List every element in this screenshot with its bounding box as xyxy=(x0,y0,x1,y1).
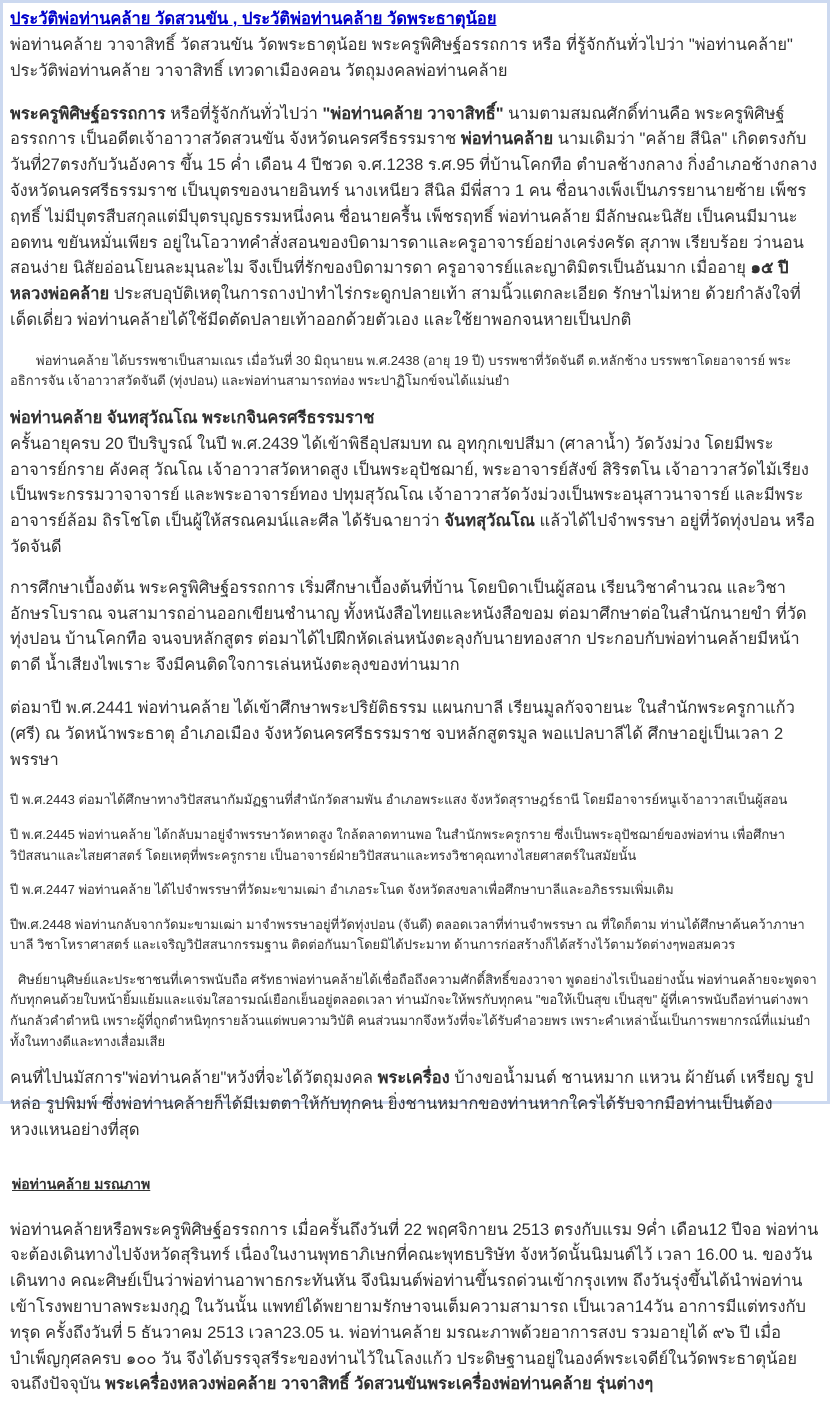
paragraph-death xyxy=(10,1218,819,1399)
heading-text: พ่อท่านคล้าย มรณภาพ xyxy=(12,1175,151,1192)
text-run: ปี พ.ศ.2447 พ่อท่านคล้าย ได้ไปจำพรรษาที่วัดมะขามเฒ่า อำเภอระโนด จังหวัดสงขลาเพื่อศึกษาบาลีและอภิธรรมเพิ่มเติม xyxy=(10,882,674,898)
text-run: พ่อท่านคล้ายหรือพระครูพิศิษฐ์อรรถการ เมื่อครั้นถึงวันที่ 22 พฤศจิกายน 2513 ตรงกับแรม 9ค่ำ เดือน12 ปีจอ พ่อท่านจะต้องเดินทางไปจังหวัดสุรินทร์ เนื่องในงานพุทธาภิเษกที่คณะพุทธบริษัท จังหวัดนั้นนิมนต์ไว้ เวลา 16.00 น. ของวันเดินทาง คณะศิษย์เป็นว่าพ่อท่านอาพาธกระทันหัน จึงนิมนต์พ่อท่านขึ้นรถด่วนเข้ากรุงเทพ ถึงวันรุ่งขึ้นได้นำพ่อท่านเข้าโรงพยาบาลพระมงกุฎ ในวันนั้น แพทย์ได้พยายามรักษาจนเต็มความสามารถ เป็นเวลา14วัน อาการมีแต่ทรงกับทรุด ครั้งถึงวันที่ 5 ธันวาคม 2513 เวลา23.05 น. พ่อท่านคล้าย มรณะภาพด้วยอาการสงบ รวมอายุได้ ๙๖ ปี เมื่อบำเพ็ญกุศลครบ ๑๐๐ วัน จึงได้บรรจุสรีระของท่านไว้ในโลงแก้ว ประดิษฐานอยู่ในองค์พระเจดีย์ในวัดพระธาตุน้อยจนถึงปัจจุบัน xyxy=(10,1220,819,1394)
section-heading-death xyxy=(12,1174,819,1194)
paragraph-amulets xyxy=(10,1066,819,1143)
text-run: ปี พ.ศ.2443 ต่อมาได้ศึกษาทางวิปัสสนากัมมัฏฐานที่สำนักวัดสามพัน อำเภอพระแสง จังหวัดสุราษฎร์ธานี โดยมีอาจารย์หนูเจ้าอาวาสเป็นผู้สอน xyxy=(10,792,788,808)
text-run: พระครูพิศิษฐ์อรรถการ xyxy=(10,104,166,123)
text-run: ๑๕ ปี หลวงพ่อคล้าย xyxy=(10,259,789,304)
text-run: บ้างขอน้ำมนต์ ชานหมาก แหวน ผ้ายันต์ เหรียญ รูปหล่อ รูปพิมพ์ ซึ่งพ่อท่านคล้ายก็ได้มีเมตตาให้กับทุกคน ยิ่งชานหมากของท่านหากใครได้รับจากมือท่านเป็นต้องหวงแหนอย่างที่สุด xyxy=(10,1069,814,1139)
text-run: คนที่ไปนมัสการ"พ่อท่านคล้าย"หวังที่จะได้วัตถุมงคล xyxy=(10,1069,378,1088)
article-title-link[interactable]: ประวัติพ่อท่านคล้าย วัดสวนขัน , ประวัติพ่อท่านคล้าย วัดพระธาตุน้อย xyxy=(10,10,497,28)
text-run: จันทสุวัณโณ xyxy=(444,512,535,531)
text-run: ครั้นอายุครบ 20 ปีบริบูรณ์ ในปี พ.ศ.2439 ได้เข้าพิธีอุปสมบท ณ อุทกุกเขปสีมา (ศาลาน้ำ) วัดวังม่วง โดยมีพระอาจารย์กราย คังคสุ วัณโณ เจ้าอาวาสวัดหาดสูง เป็นพระอุปัชฌาย์, พระอาจารย์สังข์ สิริรตโน เจ้าอาวาสวัดไม้เรียง เป็นพระกรรมวาจาจารย์ และพระอาจารย์ทอง ปทุมสุวัณโณ เจ้าอาวาสวัดวังม่วงเป็นพระอนุสาวนาจารย์ และมีพระอาจารย์ล้อม ถิรโชโต เป็นผู้ให้สรณคมน์และศีล ได้รับฉายาว่า xyxy=(10,434,809,531)
paragraph-year-2443 xyxy=(10,790,819,811)
section-heading-monk-name xyxy=(10,406,819,432)
paragraph-full-ordination xyxy=(10,432,819,561)
paragraph-study-2441 xyxy=(10,696,819,773)
text-run: หรือที่รู้จักกันทั่วไปว่า xyxy=(165,104,323,123)
text-run: ประสบอุบัติเหตุในการถางป่าทำไร่กระดูกปลายเท้า สามนิ้วแตกละเอียด รักษาไม่หาย ด้วยกำลังใจที่เด็ดเดี่ยว พ่อท่านคล้ายได้ใช้มีดตัดปลายเท้าออกด้วยตัวเอง และใช้ยาพอกจนหายเป็นปกติ xyxy=(10,285,801,329)
text-run: แล้วได้ไปจำพรรษา อยู่ที่วัดทุ่งปอน หรือวัดจันดี xyxy=(10,512,815,556)
text-run: การศึกษาเบื้องต้น พระครูพิศิษฐ์อรรถการ เริ่มศึกษาเบื้องต้นที่บ้าน โดยบิดาเป็นผู้สอน เรียนวิชาคำนวณ และวิชาอักษรโบราณ จนสามารถอ่านออกเขียนชำนาญ ทั้งหนังสือไทยและหนังสือขอม ต่อมาศึกษาต่อในสำนักนายขำ ที่วัดทุ่งปอน บ้านโคกทือ จนจบหลักสูตร ต่อมาได้ไปฝึกหัดเล่นหนังตะลุงกับนายทองสาก ประกอบกับพ่อท่านคล้ายมีหน้าตาดี น้ำเสียงไพเราะ จึงมีคนติดใจการเล่นหนังตะลุงของท่านมาก xyxy=(10,578,807,675)
paragraph-intro xyxy=(10,33,819,85)
text-run: พระเครื่อง xyxy=(377,1069,450,1088)
text-run: พ่อท่านคล้าย วาจาสิทธิ์ วัดสวนขัน วัดพระธาตุน้อย พระครูพิศิษฐ์อรรถการ หรือ ที่รู้จักกันทั่วไปว่า "พ่อท่านคล้าย" ประวัติพ่อท่านคล้าย วาจาสิทธิ์ เทวดาเมืองคอน วัตถุมงคลพ่อท่านคล้าย xyxy=(10,36,793,80)
text-run: ปีพ.ศ.2448 พ่อท่านกลับจากวัดมะขามเฒ่า มาจำพรรษาอยู่ที่วัดทุ่งปอน (จันดี) ตลอดเวลาที่ท่านจำพรรษา ณ ที่ใดก็ตาม ท่านได้ศึกษาค้นคว้าภาษา บาลี วิชาโหราศาสตร์ และเจริญวิปัสสนากรรมฐาน ติดต่อกันมาโดยมิได้ประมาท ด้านการก่อสร้างก็ได้สร้างไว้ตามวัดต่างๆพอสมควร xyxy=(10,916,805,953)
paragraph-disciples-faith xyxy=(10,970,819,1052)
text-run: ต่อมาปี พ.ศ.2441 พ่อท่านคล้าย ได้เข้าศึกษาพระปริยัติธรรม แผนกบาลี เรียนมูลกัจจายนะ ในสำนักพระครูกาแก้ว (ศรี) ณ วัดหน้าพระธาตุ อำเภอเมือง จังหวัดนครศรีธรรมราช จบหลักสูตรมูล พอแปลบาลีได้ ศึกษาอยู่เป็นเวลา 2 พรรษา xyxy=(10,698,795,769)
paragraph-education xyxy=(10,576,819,679)
text-run: นามเดิมว่า "คล้าย สีนิล" เกิดตรงกับ วันที่27ตรงกับวันอังคาร ขึ้น 15 ค่ำ เดือน 4 ปีชวด จ.ศ.1238 ร.ศ.95 ที่บ้านโคกทือ ตำบลช้างกลาง กิ่งอำเภอช้างกลาง จังหวัดนครศรีธรรมราช เป็นบุตรของนายอินทร์ นางเหนียว สีนิล มีพี่สาว 1 คน ชื่อนางเพ็งเป็นภรรยานายซ้าย เพ็ชรฤทธิ์ ไม่มีบุตรสืบสกุลแต่มีบุตรบุญธรรมหนึ่งคน ชื่อนายครื้น เพ็ชรฤทธิ์ พ่อท่านคล้าย มีลักษณะนิสัย เป็นคนมีมานะอดทน ขยันหมั่นเพียร อยู่ในโอวาทคำสั่งสอนของบิดามารดาและครูอาจารย์อย่างเคร่งครัด สุภาพ เรียบร้อย ว่านอนสอนง่าย นิสัยอ่อนโยนละมุนละไม จึงเป็นที่รักของบิดามารดา ครูอาจารย์และญาติมิตรเป็นอันมาก เมื่ออายุ xyxy=(10,130,818,278)
paragraph-biography xyxy=(10,102,819,334)
text-run: พ่อท่านคล้าย xyxy=(460,130,554,149)
text-run: ศิษย์ยานุศิษย์และประชาชนที่เคารพนับถือ ศรัทธาพ่อท่านคล้ายได้เชื่อถือถึงความศักดิ์สิทธิ์ของวาจา พูดอย่างไรเป็นอย่างนั้น พ่อท่านคล้ายจะพูดจากับทุกคนด้วยใบหน้ายิ้มแย้มและแจ่มใสอารมณ์เยือกเย็นอยู่ตลอดเวลา ท่านมักจะให้พรกับทุกคน "ขอให้เป็นสุข เป็นสุข" ผู้ที่เคารพนับถือท่านต่างพากันกลัวคำตำหนิ เพราะผู้ที่ถูกตำหนิทุกรายล้วนแต่พบความวิบัติ คนส่วนมากจึงหวังที่จะได้รับคำอวยพร เพราะคำเหล่านั้นเป็นการพยากรณ์ที่แม่นยำทั้งในทางดีและทางเสื่อมเสีย xyxy=(10,971,817,1049)
heading-text: พ่อท่านคล้าย จันทสุวัณโณ พระเกจินครศรีธรรมราช xyxy=(10,408,375,427)
paragraph-year-2447 xyxy=(10,880,819,901)
text-run: นามตามสมณศักดิ์ท่านคือ พระครูพิศิษฐ์อรรถการ เป็นอดีตเจ้าอาวาสวัดสวนขัน จังหวัดนครศรีธรรมราช xyxy=(10,104,785,149)
text-run: พระเครื่องหลวงพ่อคล้าย วาจาสิทธิ์ วัดสวนขันพระเครื่องพ่อท่านคล้าย รุ่นต่างๆ xyxy=(105,1375,654,1394)
paragraph-novice-ordination xyxy=(10,351,819,392)
text-run: "พ่อท่านคล้าย วาจาสิทธิ์" xyxy=(322,104,504,123)
paragraph-year-2448 xyxy=(10,915,819,956)
text-run: ปี พ.ศ.2445 พ่อท่านคล้าย ได้กลับมาอยู่จำพรรษาวัดหาดสูง ใกล้ตลาดทานพอ ในสำนักพระครูกราย ซึ่งเป็นพระอุปัชฌาย์ของพ่อท่าน เพื่อศึกษาวิปัสสนาและไสยศาสตร์ โดยเหตุที่พระครูกราย เป็นอาจารย์ฝ่ายวิปัสสนาและทรงวิชาคุณทางไสยศาสตร์ในสมัยนั้น xyxy=(10,826,786,863)
paragraph-year-2445 xyxy=(10,825,819,866)
article-content xyxy=(3,3,827,1421)
text-run: พ่อท่านคล้าย ได้บรรพชาเป็นสามเณร เมื่อวันที่ 30 มิถุนายน พ.ศ.2438 (อายุ 19 ปี) บรรพชาที่วัดจันดี ต.หลักช้าง บรรพชาโดยอาจารย์ พระอธิการจัน เจ้าอาวาสวัดจันดี (ทุ่งปอน) และพ่อท่านสามารถท่อง พระปาฏิโมกข์จนได้แม่นยำ xyxy=(10,352,792,389)
